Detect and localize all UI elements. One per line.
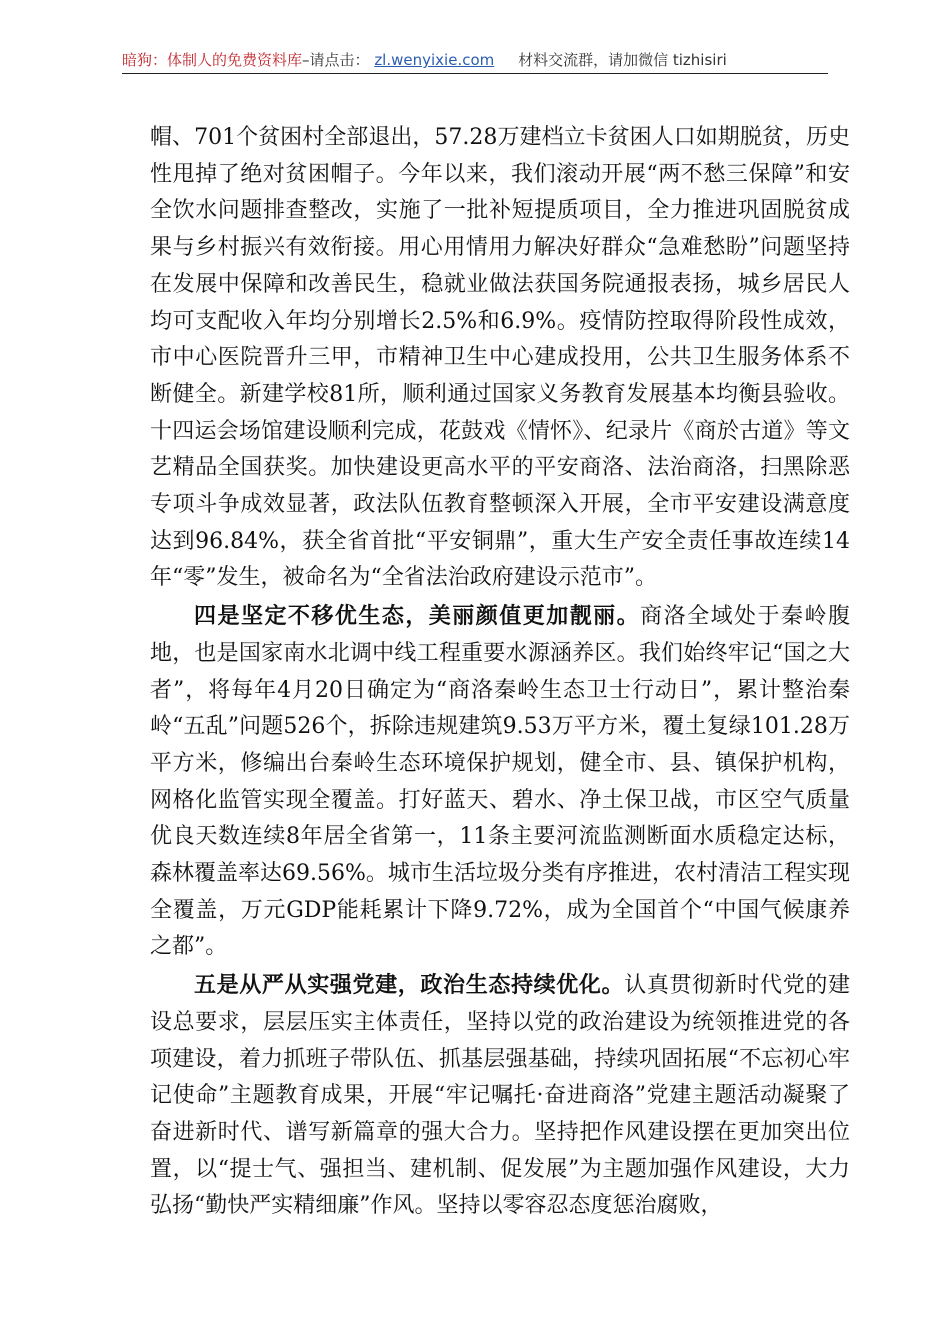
paragraph-ecology <box>150 599 850 966</box>
header-prompt: –请点击： <box>302 51 370 69</box>
paragraph-text: 商洛全域处于秦岭腹地，也是国家南水北调中线工程重要水源涵养区。我们始终牢记“国之大者”，将每年4月20日确定为“商洛秦岭生态卫士行动日”，累计整治秦岭“五乱”问题526个，拆除违规建筑9.53万平方米，覆土复绿101.28万平方米，修编出台秦岭生态环境保护规划，健全市、县、镇保护机构，网格化监管实现全覆盖。打好蓝天、碧水、净土保卫战，市区空气质量优良天数连续8年居全省第一，11条主要河流监测断面水质稳定达标，森林覆盖率达69.56%。城市生活垃圾分类有序推进，农村清洁工程实现全覆盖，万元GDP能耗累计下降9.72%，成为全国首个“中国气候康养之都”。 <box>150 604 850 960</box>
header-divider <box>122 73 828 74</box>
paragraph-heading: 五是从严从实强党建，政治生态持续优化。 <box>194 973 625 999</box>
paragraph-party-building <box>150 968 850 1225</box>
paragraph-continued <box>150 120 850 597</box>
header-wechat-note: 材料交流群，请加微信 tizhisiri <box>518 51 727 69</box>
document-body <box>150 120 850 1225</box>
header-link[interactable]: zl.wenyixie.com <box>374 51 495 69</box>
page-header <box>122 50 828 70</box>
paragraph-heading: 四是坚定不移优生态，美丽颜值更加靓丽。 <box>194 604 641 630</box>
paragraph-text: 认真贯彻新时代党的建设总要求，层层压实主体责任，坚持以党的政治建设为统领推进党的各项建设，着力抓班子带队伍、抓基层强基础，持续巩固拓展“不忘初心牢记使命”主题教育成果，开展“牢记嘱托·奋进商洛”党建主题活动凝聚了奋进新时代、谱写新篇章的强大合力。坚持把作风建设摆在更加突出位置，以“提士气、强担当、建机制、促发展”为主题加强作风建设，大力弘扬“勤快严实精细廉”作风。坚持以零容忍态度惩治腐败， <box>150 973 850 1219</box>
paragraph-text: 帽、701个贫困村全部退出，57.28万建档立卡贫困人口如期脱贫，历史性甩掉了绝对贫困帽子。今年以来，我们滚动开展“两不愁三保障”和安全饮水问题排查整改，实施了一批补短提质项目，全力推进巩固脱贫成果与乡村振兴有效衔接。用心用情用力解决好群众“急难愁盼”问题坚持在发展中保障和改善民生，稳就业做法获国务院通报表扬，城乡居民人均可支配收入年均分别增长2.5%和6.9%。疫情防控取得阶段性成效，市中心医院晋升三甲，市精神卫生中心建成投用，公共卫生服务体系不断健全。新建学校81所，顺利通过国家义务教育发展基本均衡县验收。十四运会场馆建设顺利完成，花鼓戏《情怀》、纪录片《商於古道》等文艺精品全国获奖。加快建设更高水平的平安商洛、法治商洛，扫黑除恶专项斗争成效显著，政法队伍教育整顿深入开展，全市平安建设满意度达到96.84%，获全省首批“平安铜鼎”，重大生产安全责任事故连续14年“零”发生，被命名为“全省法治政府建设示范市”。 <box>150 125 850 591</box>
header-brand: 暗狗：体制人的免费资料库 <box>122 51 303 69</box>
